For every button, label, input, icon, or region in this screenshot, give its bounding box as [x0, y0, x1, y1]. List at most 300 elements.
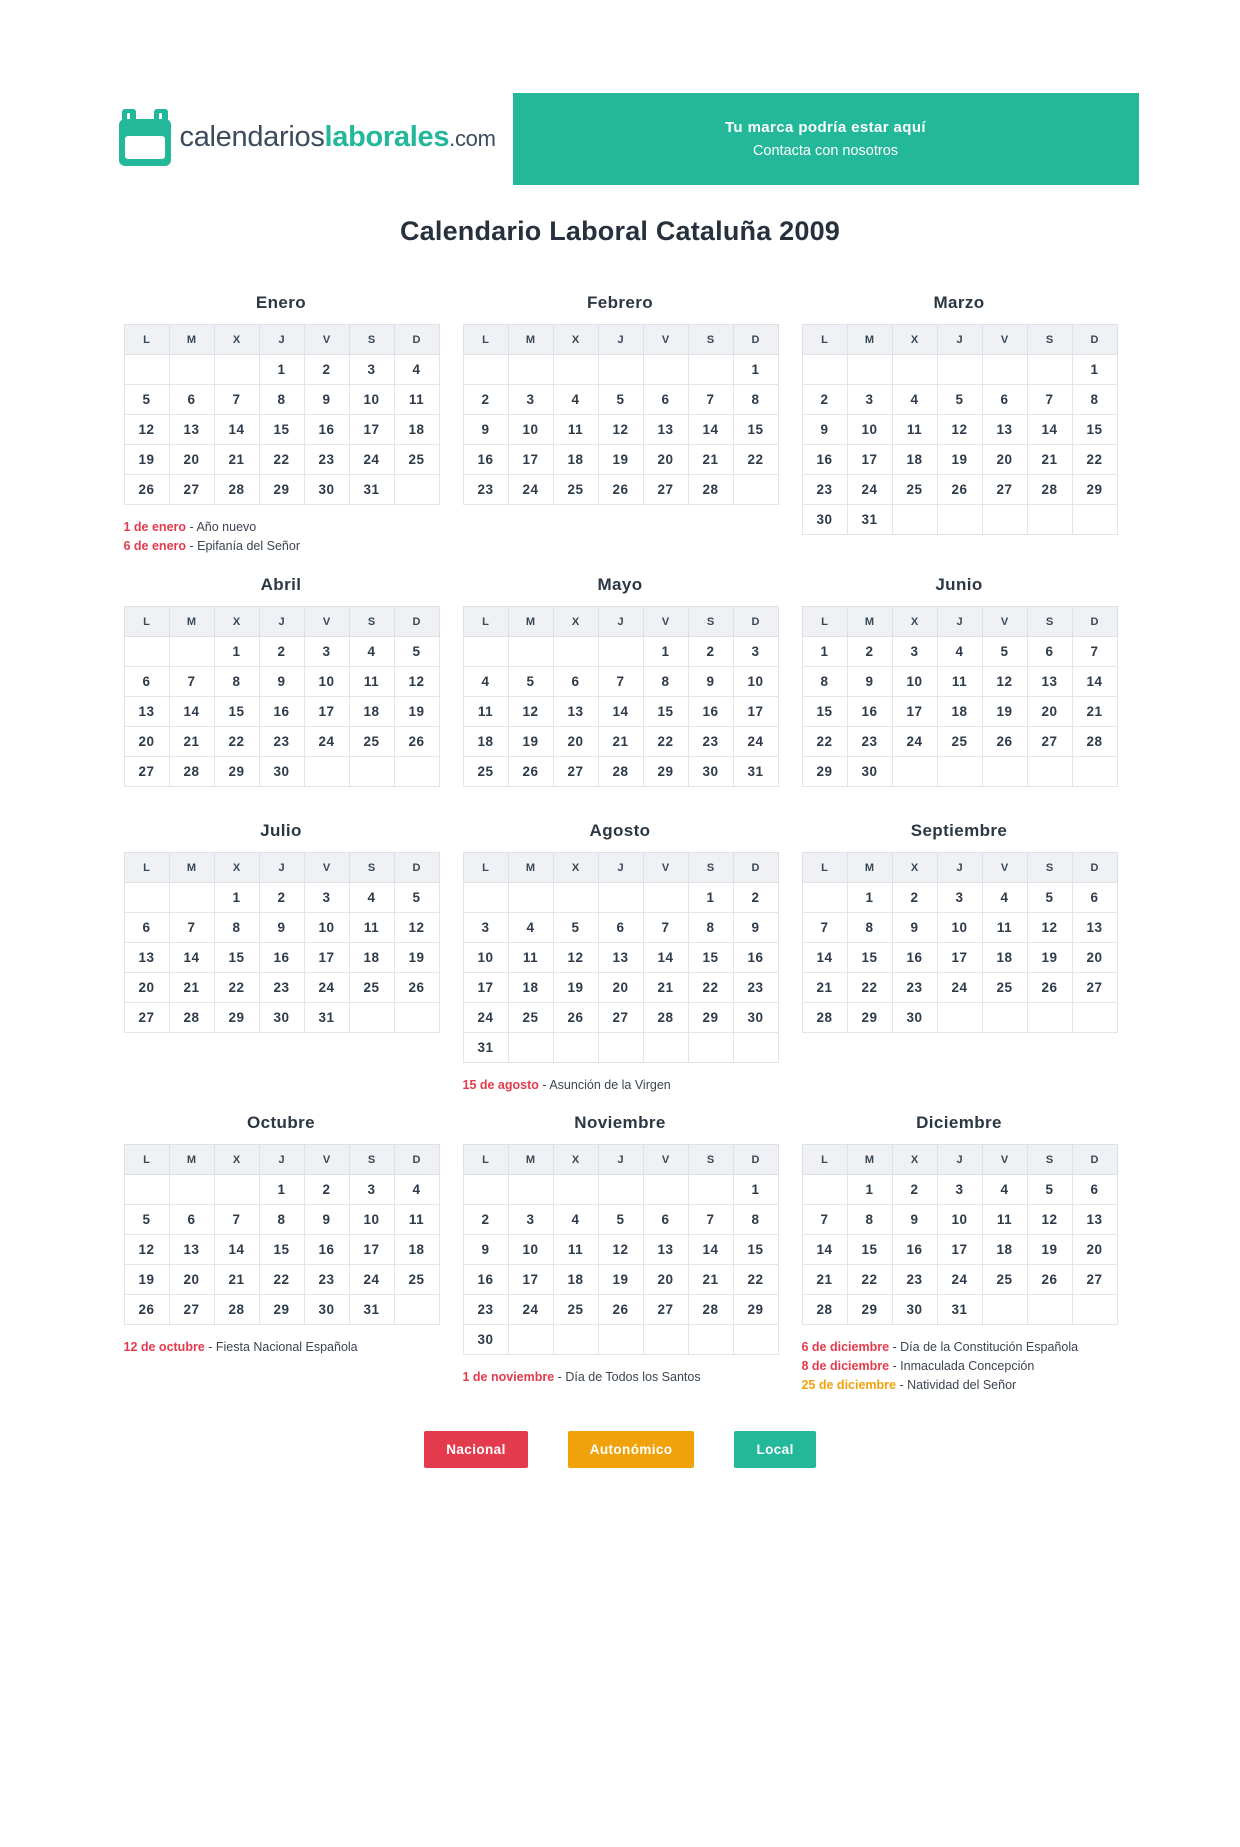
- day-cell: 14: [169, 943, 214, 973]
- day-cell: 12: [937, 415, 982, 445]
- day-cell: 9: [463, 1235, 508, 1265]
- month-notes: [124, 1338, 439, 1357]
- logo-text-main: calendarios: [179, 121, 325, 153]
- day-cell: 27: [169, 475, 214, 505]
- day-cell: 5: [394, 637, 439, 667]
- week-row: [124, 943, 439, 973]
- day-cell: 17: [349, 1235, 394, 1265]
- day-cell: 24: [349, 1265, 394, 1295]
- day-cell: 20: [1072, 1235, 1117, 1265]
- empty-cell: [1027, 757, 1072, 787]
- empty-cell: [508, 1175, 553, 1205]
- holiday-note: [802, 1376, 1117, 1395]
- logo-text-accent: laborales: [324, 121, 450, 153]
- day-cell: 25: [394, 445, 439, 475]
- day-cell: 6: [169, 1205, 214, 1235]
- day-cell: 24: [847, 475, 892, 505]
- day-cell: 15: [733, 1235, 778, 1265]
- day-cell: 9: [304, 1205, 349, 1235]
- day-header: M: [847, 1145, 892, 1175]
- day-cell: 20: [643, 1265, 688, 1295]
- day-cell: 28: [802, 1003, 847, 1033]
- day-header: J: [259, 1145, 304, 1175]
- week-row: [124, 355, 439, 385]
- day-cell: 8: [688, 913, 733, 943]
- day-header: X: [553, 325, 598, 355]
- day-cell: 19: [394, 943, 439, 973]
- day-cell: 15: [847, 1235, 892, 1265]
- day-cell: 1: [847, 1175, 892, 1205]
- day-cell: 25: [937, 727, 982, 757]
- empty-cell: [124, 637, 169, 667]
- day-cell: 21: [688, 445, 733, 475]
- day-cell: 25: [508, 1003, 553, 1033]
- day-cell: 26: [394, 727, 439, 757]
- day-cell: 5: [1027, 1175, 1072, 1205]
- empty-cell: [598, 1325, 643, 1355]
- day-header: M: [847, 853, 892, 883]
- empty-cell: [553, 355, 598, 385]
- empty-cell: [982, 757, 1027, 787]
- week-row: [463, 727, 778, 757]
- day-cell: 15: [733, 415, 778, 445]
- day-cell: 16: [847, 697, 892, 727]
- day-cell: 24: [937, 973, 982, 1003]
- day-cell: 9: [688, 667, 733, 697]
- day-cell: 6: [982, 385, 1027, 415]
- day-header: X: [553, 853, 598, 883]
- day-cell: 15: [847, 943, 892, 973]
- day-cell: 20: [169, 1265, 214, 1295]
- day-cell: 26: [982, 727, 1027, 757]
- day-cell: 19: [124, 445, 169, 475]
- week-row: [124, 415, 439, 445]
- empty-cell: [802, 1175, 847, 1205]
- contact-link[interactable]: Contacta con nosotros: [752, 143, 899, 159]
- empty-cell: [463, 883, 508, 913]
- day-cell: 22: [802, 727, 847, 757]
- day-cell: 19: [553, 973, 598, 1003]
- day-header: V: [982, 853, 1027, 883]
- day-cell: 27: [553, 757, 598, 787]
- day-header: S: [688, 853, 733, 883]
- day-cell: 21: [214, 1265, 259, 1295]
- day-cell-holiday-nacional: 1: [259, 355, 304, 385]
- holiday-note-separator: -: [186, 520, 197, 534]
- day-header: X: [214, 607, 259, 637]
- day-cell: 12: [124, 415, 169, 445]
- ad-banner[interactable]: [513, 93, 1139, 185]
- holiday-note: [802, 1338, 1117, 1357]
- week-row: [802, 973, 1117, 1003]
- day-cell: 19: [598, 1265, 643, 1295]
- day-cell: 8: [733, 385, 778, 415]
- month-diciembre: [802, 1112, 1117, 1395]
- empty-cell: [733, 1325, 778, 1355]
- week-row: [463, 637, 778, 667]
- day-cell: 6: [124, 667, 169, 697]
- day-cell: 1: [214, 637, 259, 667]
- empty-cell: [124, 1175, 169, 1205]
- day-cell: 28: [802, 1295, 847, 1325]
- day-cell: 1: [214, 883, 259, 913]
- day-cell: 11: [937, 667, 982, 697]
- month-marzo: [802, 292, 1117, 535]
- day-cell: 28: [643, 1003, 688, 1033]
- day-cell: 14: [688, 1235, 733, 1265]
- day-cell: 23: [259, 973, 304, 1003]
- day-header: V: [643, 325, 688, 355]
- day-header: J: [937, 1145, 982, 1175]
- day-cell: 1: [847, 883, 892, 913]
- month-septiembre: [802, 820, 1117, 1033]
- week-row: [802, 505, 1117, 535]
- calendar-table: [802, 324, 1118, 535]
- empty-cell: [553, 1033, 598, 1063]
- day-cell: 14: [214, 415, 259, 445]
- day-cell: 12: [598, 415, 643, 445]
- empty-cell: [1072, 1003, 1117, 1033]
- day-cell: 9: [892, 1205, 937, 1235]
- empty-cell: [1072, 757, 1117, 787]
- empty-cell: [688, 1033, 733, 1063]
- day-header: J: [598, 325, 643, 355]
- day-cell: 7: [598, 667, 643, 697]
- day-cell-holiday-nacional: 1: [733, 1175, 778, 1205]
- empty-cell: [553, 1325, 598, 1355]
- day-header: D: [394, 607, 439, 637]
- day-header: S: [1027, 853, 1072, 883]
- day-cell: 20: [169, 445, 214, 475]
- day-header: X: [553, 607, 598, 637]
- day-header: M: [508, 325, 553, 355]
- empty-cell: [688, 1175, 733, 1205]
- day-cell: 25: [349, 727, 394, 757]
- day-cell: 22: [1072, 445, 1117, 475]
- day-cell: 6: [553, 667, 598, 697]
- day-header: D: [1072, 325, 1117, 355]
- day-header: X: [892, 1145, 937, 1175]
- day-cell: 18: [394, 415, 439, 445]
- day-cell: 28: [169, 1003, 214, 1033]
- page: [124, 93, 1117, 1468]
- week-row: [463, 475, 778, 505]
- empty-cell: [643, 1325, 688, 1355]
- holiday-note-date: 6 de diciembre: [801, 1340, 890, 1354]
- day-cell: 13: [1072, 1205, 1117, 1235]
- day-cell: 25: [553, 475, 598, 505]
- day-cell: 10: [463, 943, 508, 973]
- day-cell: 12: [1027, 1205, 1072, 1235]
- day-header: J: [598, 853, 643, 883]
- day-cell: 9: [892, 913, 937, 943]
- site-logo[interactable]: [119, 109, 496, 166]
- day-cell: 14: [802, 943, 847, 973]
- day-header: L: [463, 325, 508, 355]
- empty-cell: [553, 637, 598, 667]
- calendar-table: [463, 1144, 779, 1355]
- day-cell: 5: [937, 385, 982, 415]
- day-cell: 4: [508, 913, 553, 943]
- day-header: S: [349, 607, 394, 637]
- empty-cell: [394, 1003, 439, 1033]
- day-cell: 18: [349, 943, 394, 973]
- day-cell: 3: [304, 637, 349, 667]
- month-title: Octubre: [247, 1113, 315, 1132]
- day-cell: 19: [1027, 1235, 1072, 1265]
- day-header: V: [643, 853, 688, 883]
- day-cell: 12: [598, 1235, 643, 1265]
- day-cell: 23: [688, 727, 733, 757]
- day-cell: 11: [394, 1205, 439, 1235]
- day-cell: 4: [394, 1175, 439, 1205]
- holiday-note-date: 1 de noviembre: [462, 1370, 555, 1384]
- week-row: [124, 1205, 439, 1235]
- day-header: X: [214, 1145, 259, 1175]
- day-cell: 24: [508, 1295, 553, 1325]
- week-row: [463, 667, 778, 697]
- day-cell: 11: [349, 667, 394, 697]
- day-cell: 23: [304, 445, 349, 475]
- day-cell: 3: [349, 1175, 394, 1205]
- month-febrero: [463, 292, 778, 505]
- calendar-table: [463, 852, 779, 1063]
- day-cell: 5: [508, 667, 553, 697]
- day-header: D: [1072, 1145, 1117, 1175]
- week-row: [124, 757, 439, 787]
- day-cell-holiday-nacional: 6: [1072, 1175, 1117, 1205]
- day-cell: 17: [892, 697, 937, 727]
- day-cell: 5: [124, 1205, 169, 1235]
- page-title: Calendario Laboral Cataluña 2009: [399, 216, 841, 246]
- week-row: [463, 973, 778, 1003]
- day-cell: 7: [802, 1205, 847, 1235]
- day-cell: 25: [982, 973, 1027, 1003]
- day-cell: 18: [394, 1235, 439, 1265]
- day-header: S: [688, 607, 733, 637]
- day-header: J: [259, 607, 304, 637]
- day-cell: 14: [688, 415, 733, 445]
- holiday-note-separator: -: [538, 1078, 550, 1092]
- day-cell: 10: [847, 415, 892, 445]
- day-header: L: [463, 607, 508, 637]
- day-cell: 28: [169, 757, 214, 787]
- day-cell: 30: [733, 1003, 778, 1033]
- day-cell: 31: [304, 1003, 349, 1033]
- week-row: [463, 883, 778, 913]
- empty-cell: [508, 355, 553, 385]
- week-row: [802, 1235, 1117, 1265]
- day-cell: 17: [463, 973, 508, 1003]
- holiday-note-separator: -: [186, 539, 198, 553]
- empty-cell: [982, 1295, 1027, 1325]
- day-header: D: [394, 1145, 439, 1175]
- day-cell: 26: [598, 475, 643, 505]
- day-cell: 30: [802, 505, 847, 535]
- day-cell: 16: [259, 943, 304, 973]
- day-cell: 16: [259, 697, 304, 727]
- day-cell: 22: [847, 1265, 892, 1295]
- legend-nacional: Nacional: [424, 1431, 527, 1468]
- month-agosto: [463, 820, 778, 1095]
- day-cell: 1: [688, 883, 733, 913]
- day-cell: 30: [463, 1325, 508, 1355]
- day-cell: 2: [259, 637, 304, 667]
- day-header: V: [304, 1145, 349, 1175]
- week-row: [463, 1003, 778, 1033]
- day-cell: 10: [349, 385, 394, 415]
- day-header: S: [688, 325, 733, 355]
- day-cell: 19: [124, 1265, 169, 1295]
- day-header: D: [1072, 853, 1117, 883]
- day-cell: 21: [169, 727, 214, 757]
- day-cell: 8: [802, 667, 847, 697]
- month-title: Septiembre: [910, 821, 1008, 840]
- day-cell: 24: [937, 1265, 982, 1295]
- empty-cell: [598, 1033, 643, 1063]
- day-cell: 12: [982, 667, 1027, 697]
- day-header: D: [733, 607, 778, 637]
- holiday-note-text: Día de la Constitución Española: [900, 1340, 1079, 1354]
- day-cell: 23: [892, 1265, 937, 1295]
- day-cell: 18: [982, 943, 1027, 973]
- empty-cell: [169, 883, 214, 913]
- day-cell: 29: [733, 1295, 778, 1325]
- day-cell: 24: [463, 1003, 508, 1033]
- day-cell: 5: [982, 637, 1027, 667]
- day-header: L: [124, 1145, 169, 1175]
- day-cell: 2: [847, 637, 892, 667]
- day-cell: 17: [304, 943, 349, 973]
- empty-cell: [1072, 1295, 1117, 1325]
- month-title: Abril: [260, 575, 302, 594]
- empty-cell: [508, 1033, 553, 1063]
- holiday-note: [463, 1076, 778, 1095]
- day-cell: 17: [349, 415, 394, 445]
- day-cell: 27: [1072, 973, 1117, 1003]
- day-cell: 7: [1027, 385, 1072, 415]
- day-header: V: [304, 853, 349, 883]
- day-cell: 7: [169, 667, 214, 697]
- day-cell: 26: [1027, 1265, 1072, 1295]
- day-header: X: [214, 853, 259, 883]
- month-enero: [124, 292, 439, 556]
- day-header: D: [394, 853, 439, 883]
- empty-cell: [1027, 1295, 1072, 1325]
- day-cell: 8: [214, 667, 259, 697]
- day-header: L: [802, 325, 847, 355]
- day-cell: 20: [982, 445, 1027, 475]
- empty-cell: [937, 1003, 982, 1033]
- empty-cell: [553, 883, 598, 913]
- empty-cell: [733, 1033, 778, 1063]
- day-cell-holiday-autonomico: 25: [982, 1265, 1027, 1295]
- empty-cell: [982, 505, 1027, 535]
- holiday-note-date: 6 de enero: [123, 539, 187, 553]
- day-cell: 13: [1072, 913, 1117, 943]
- week-row: [802, 757, 1117, 787]
- day-header: S: [1027, 1145, 1072, 1175]
- day-cell: 2: [259, 883, 304, 913]
- day-cell: 21: [688, 1265, 733, 1295]
- holiday-note: [124, 537, 439, 556]
- day-header: M: [847, 325, 892, 355]
- day-cell: 12: [553, 943, 598, 973]
- week-row: [802, 355, 1117, 385]
- day-cell: 23: [463, 475, 508, 505]
- empty-cell: [937, 355, 982, 385]
- day-cell: 22: [688, 973, 733, 1003]
- empty-cell: [892, 505, 937, 535]
- day-header: L: [463, 1145, 508, 1175]
- day-cell: 8: [847, 913, 892, 943]
- month-title: Febrero: [586, 293, 654, 312]
- day-cell: 15: [1072, 415, 1117, 445]
- day-cell: 30: [259, 1003, 304, 1033]
- day-cell: 2: [802, 385, 847, 415]
- day-cell: 26: [598, 1295, 643, 1325]
- day-cell: 15: [259, 415, 304, 445]
- day-header: M: [508, 607, 553, 637]
- empty-cell: [982, 355, 1027, 385]
- day-cell: 1: [802, 637, 847, 667]
- day-cell: 17: [508, 445, 553, 475]
- day-header: M: [169, 1145, 214, 1175]
- day-header: X: [892, 607, 937, 637]
- day-cell: 10: [304, 667, 349, 697]
- day-cell: 21: [802, 1265, 847, 1295]
- day-cell: 10: [349, 1205, 394, 1235]
- day-cell: 26: [124, 1295, 169, 1325]
- day-cell: 20: [124, 727, 169, 757]
- holiday-note-date: 8 de diciembre: [801, 1359, 890, 1373]
- day-cell: 26: [553, 1003, 598, 1033]
- day-cell: 30: [688, 757, 733, 787]
- day-header: M: [169, 853, 214, 883]
- legend-local: Local: [734, 1431, 815, 1468]
- day-cell: 27: [982, 475, 1027, 505]
- day-cell: 27: [643, 475, 688, 505]
- empty-cell: [508, 1325, 553, 1355]
- day-cell: 2: [463, 1205, 508, 1235]
- day-header: J: [937, 325, 982, 355]
- day-cell: 29: [643, 757, 688, 787]
- day-cell: 15: [214, 697, 259, 727]
- day-cell: 28: [1072, 727, 1117, 757]
- day-cell: 22: [214, 973, 259, 1003]
- day-cell: 13: [643, 415, 688, 445]
- holiday-note-text: Día de Todos los Santos: [565, 1370, 701, 1384]
- day-cell: 22: [733, 445, 778, 475]
- day-cell: 9: [802, 415, 847, 445]
- day-cell: 11: [553, 1235, 598, 1265]
- day-cell: 7: [688, 385, 733, 415]
- empty-cell: [643, 883, 688, 913]
- day-cell: 28: [214, 1295, 259, 1325]
- day-cell: 20: [1027, 697, 1072, 727]
- day-cell: 11: [508, 943, 553, 973]
- week-row: [802, 415, 1117, 445]
- empty-cell: [508, 883, 553, 913]
- day-cell: 28: [688, 475, 733, 505]
- empty-cell: [463, 637, 508, 667]
- empty-cell: [892, 757, 937, 787]
- day-cell: 3: [508, 385, 553, 415]
- day-cell: 23: [304, 1265, 349, 1295]
- day-cell: 16: [892, 943, 937, 973]
- day-cell: 1: [1072, 355, 1117, 385]
- day-cell: 11: [982, 1205, 1027, 1235]
